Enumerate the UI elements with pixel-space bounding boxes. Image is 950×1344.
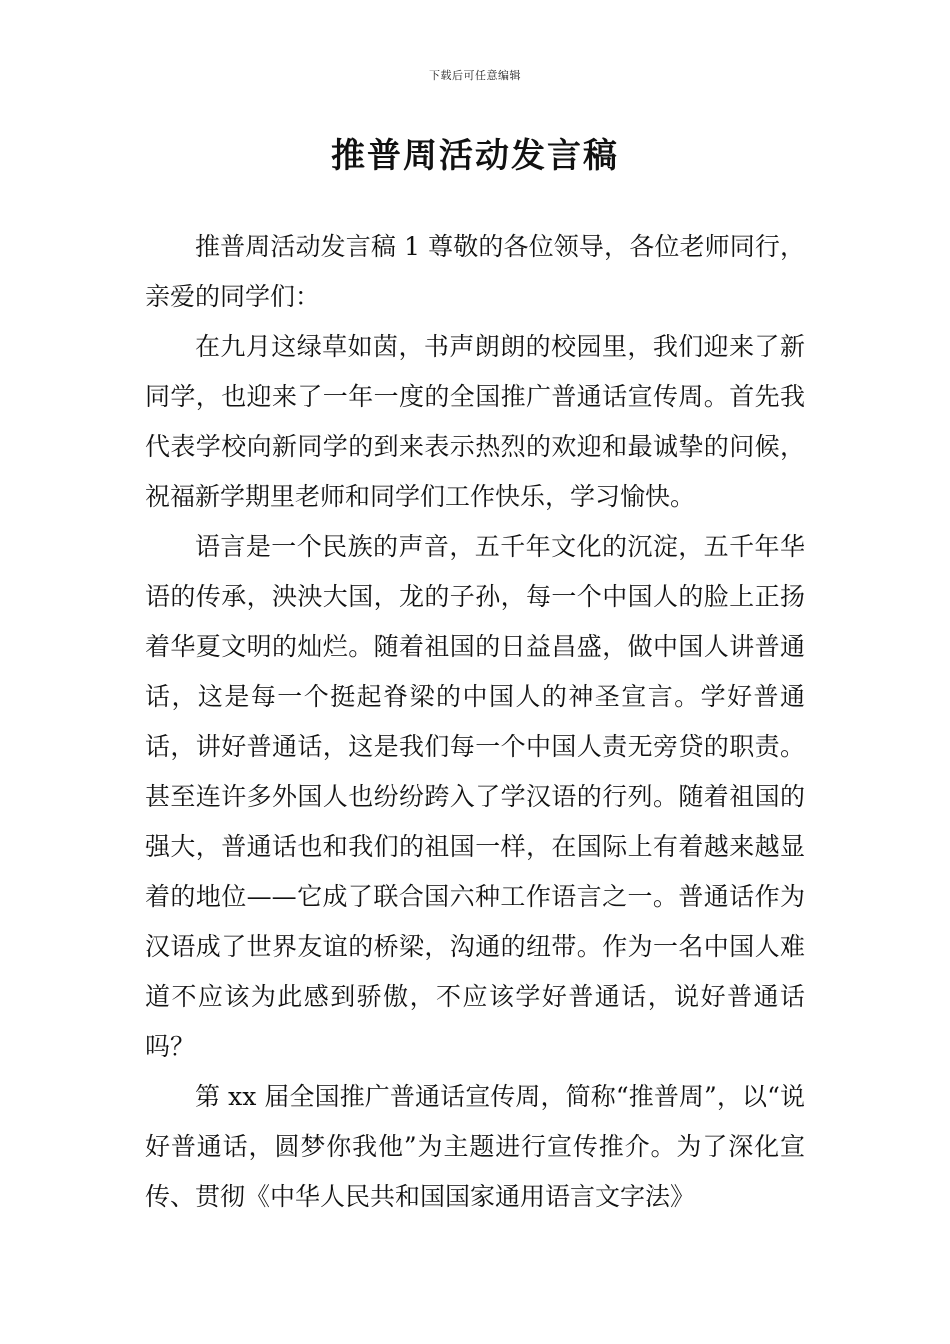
header-note: 下载后可任意编辑 xyxy=(429,69,521,82)
document-title: 推普周活动发言稿 xyxy=(331,136,619,176)
document-body xyxy=(145,222,805,1222)
paragraph: 在九月这绿草如茵，书声朗朗的校园里，我们迎来了新同学，也迎来了一年一度的全国推广普通话宣传周。首先我代表学校向新同学的到来表示热烈的欢迎和最诚挚的问候，祝福新学期里老师和同学们工作快乐，学习愉快。 xyxy=(145,332,805,511)
paragraph: 推普周活动发言稿 1 尊敬的各位领导，各位老师同行，亲爱的同学们： xyxy=(145,232,805,311)
paragraph: 第 xx 届全国推广普通话宣传周，简称“推普周”，以“说好普通话，圆梦你我他”为主题进行宣传推介。为了深化宣传、贯彻《中华人民共和国国家通用语言文字法》 xyxy=(145,1082,805,1211)
paragraph: 语言是一个民族的声音，五千年文化的沉淀，五千年华语的传承，泱泱大国，龙的子孙，每一个中国人的脸上正扬着华夏文明的灿烂。随着祖国的日益昌盛，做中国人讲普通话，这是每一个挺起脊梁的中国人的神圣宣言。学好普通话，讲好普通话，这是我们每一个中国人责无旁贷的职责。甚至连许多外国人也纷纷跨入了学汉语的行列。随着祖国的强大，普通话也和我们的祖国一样，在国际上有着越来越显着的地位——它成了联合国六种工作语言之一。普通话作为汉语成了世界友谊的桥梁，沟通的纽带。作为一名中国人难道不应该为此感到骄傲，不应该学好普通话，说好普通话吗？ xyxy=(145,532,805,1061)
